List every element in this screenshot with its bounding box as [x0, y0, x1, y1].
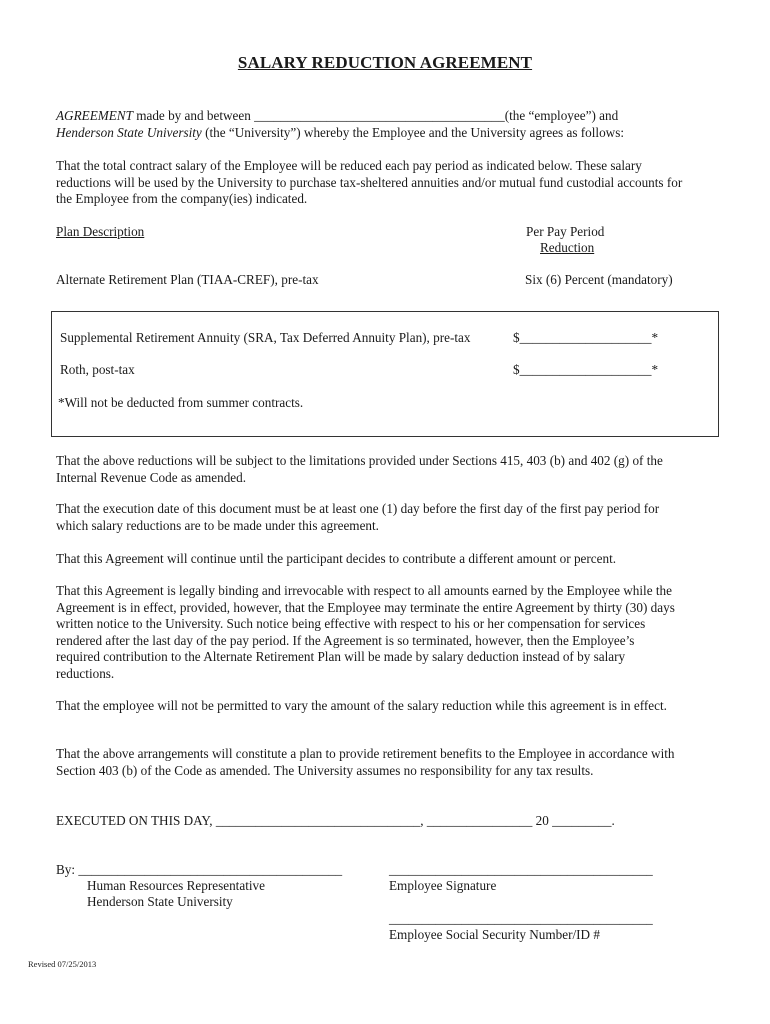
- intro-rest: (the “University”) whereby the Employee and the University agrees as follows:: [201, 124, 624, 140]
- execution-paragraph: That the execution date of this document must be at least one (1) day before the first day of the first pay period for which salary reductions are to be made under this agreement.: [56, 501, 660, 533]
- alt-plan-value: Six (6) Percent (mandatory): [525, 272, 673, 287]
- revision-date: Revised 07/25/2013: [28, 959, 97, 969]
- summer-footnote: *Will not be deducted from summer contracts.: [58, 395, 304, 410]
- university-label: Henderson State University: [87, 894, 233, 909]
- continue-paragraph: That this Agreement will continue until the participant decides to contribute a different amount or percent.: [56, 551, 617, 566]
- per-pay-period-header: Per Pay Period: [526, 224, 605, 239]
- vary-paragraph: That the employee will not be permitted to vary the amount of the salary reduction while this agreement is in effect.: [56, 698, 667, 713]
- employee-signature-label: Employee Signature: [389, 878, 497, 893]
- intro-made-by: made by and between ______________________________________(the “employee”) and: [132, 108, 619, 123]
- arrangements-paragraph: That the above arrangements will constitute a plan to provide retirement benefits to the Employee in accordance with Section 403 (b) of the Code as amended. The University assumes no responsibility for any tax results.: [56, 746, 675, 778]
- agreement-word: AGREEMENT: [56, 108, 133, 123]
- intro-paragraph: [56, 108, 696, 141]
- roth-label: Roth, post-tax: [60, 362, 135, 377]
- employee-ssn-line[interactable]: ________________________________________: [389, 911, 653, 926]
- roth-amount-field[interactable]: $____________________*: [513, 362, 659, 377]
- university-name: Henderson State University: [56, 124, 202, 140]
- sra-label: Supplemental Retirement Annuity (SRA, Tax Deferred Annuity Plan), pre-tax: [60, 330, 471, 345]
- alt-plan-label: Alternate Retirement Plan (TIAA-CREF), pre-tax: [56, 272, 319, 287]
- reduction-header: Reduction: [540, 240, 595, 255]
- limitations-paragraph: That the above reductions will be subject to the limitations provided under Sections 415, 403 (b) and 402 (g) of the Internal Revenue Code as amended.: [56, 453, 663, 485]
- binding-paragraph: That this Agreement is legally binding and irrevocable with respect to all amounts earned by the Employee while the Agreement is in effect, provided, however, that the Employee may terminate the entire Agreement by thirty (30) days written notice to the University. Such notice being effective with respect to his or her compensation for services rendered after the last day of the pay period. If the Agreement is so terminated, however, then the Employee’s required contribution to the Alternate Retirement Plan will be made by salary deduction instead of by salary reductions.: [56, 583, 675, 681]
- hr-signature-line[interactable]: By: ________________________________________: [56, 862, 343, 877]
- employee-signature-line[interactable]: ________________________________________: [389, 862, 653, 877]
- contract-paragraph: That the total contract salary of the Employee will be reduced each pay period as indicated below. These salary reductions will be used by the University to purchase tax-sheltered annuities and/or mutual fund custodial accounts for the Employee from the company(ies) indicated.: [56, 158, 683, 206]
- sra-amount-field[interactable]: $____________________*: [513, 330, 659, 345]
- hr-representative-label: Human Resources Representative: [87, 878, 265, 893]
- executed-date-line[interactable]: EXECUTED ON THIS DAY, _______________________________, ________________ 20 _________.: [56, 813, 615, 828]
- document-title: SALARY REDUCTION AGREEMENT: [237, 53, 533, 72]
- plan-description-header: Plan Description: [56, 224, 145, 239]
- employee-ssn-label: Employee Social Security Number/ID #: [389, 927, 600, 942]
